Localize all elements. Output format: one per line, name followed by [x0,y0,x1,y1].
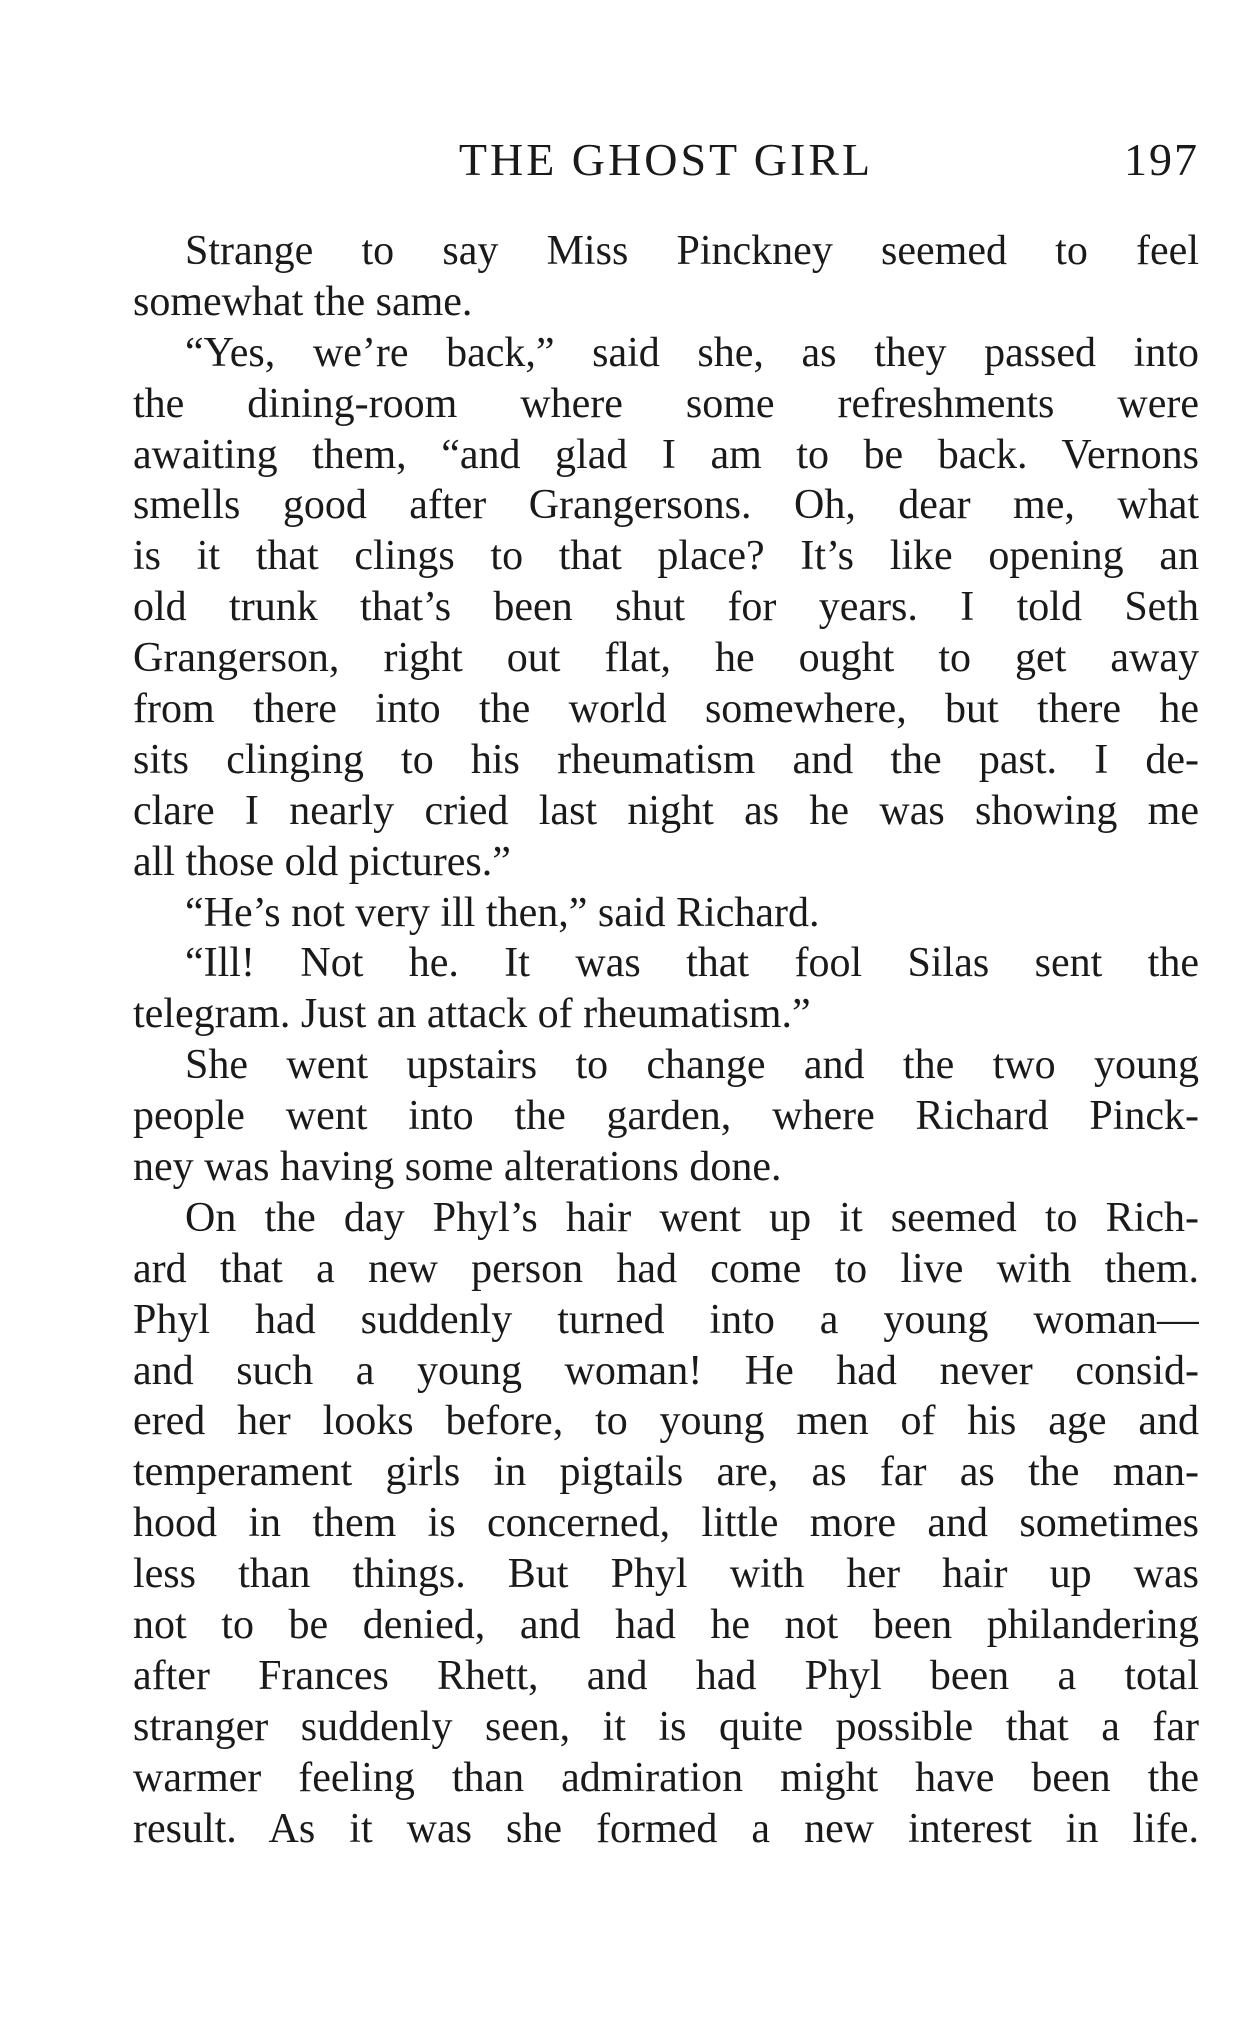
text-line: ered her looks before, to young men of his age and [133,1398,1199,1445]
text-line: She went upstairs to change and the two young [185,1042,1199,1089]
text-line: awaiting them, “and glad I am to be back. Vernons [133,431,1199,478]
text-line: people went into the garden, where Richard Pinck- [133,1093,1199,1140]
text-line: Grangerson, right out flat, he ought to get away [133,635,1199,682]
text-line: hood in them is concerned, little more and sometimes [133,1500,1199,1547]
text-line: “He’s not very ill then,” said Richard. [185,889,820,936]
text-line: Strange to say Miss Pinckney seemed to feel [185,228,1199,274]
text-line: after Frances Rhett, and had Phyl been a total [133,1652,1199,1699]
text-line: temperament girls in pigtails are, as far as the man- [133,1449,1199,1496]
text-line: telegram. Just an attack of rheumatism.” [133,991,811,1038]
text-line: from there into the world somewhere, but there he [133,686,1199,733]
body-text [133,226,1199,1855]
text-line: “Yes, we’re back,” said she, as they passed into [185,329,1199,376]
page-number: 197 [1124,134,1199,185]
text-line: smells good after Grangersons. Oh, dear me, what [133,482,1199,529]
running-title: THE GHOST GIRL [458,134,874,185]
text-line: not to be denied, and had he not been philandering [133,1602,1199,1649]
text-line: ard that a new person had come to live with them. [133,1245,1199,1292]
running-head [133,130,1199,190]
text-line: somewhat the same. [133,278,473,325]
text-line: and such a young woman! He had never consid- [133,1347,1199,1394]
text-line: old trunk that’s been shut for years. I told Seth [133,584,1199,631]
text-line: “Ill! Not he. It was that fool Silas sent the [185,940,1199,987]
text-line: sits clinging to his rheumatism and the past. I de- [133,736,1199,783]
text-line: clare I nearly cried last night as he was showing me [133,787,1199,834]
text-line: the dining-room where some refreshments were [133,380,1199,427]
text-line: ney was having some alterations done. [133,1144,782,1191]
text-line: Phyl had suddenly turned into a young woman— [133,1296,1199,1343]
text-line: less than things. But Phyl with her hair up was [133,1551,1199,1598]
text-line: is it that clings to that place? It’s like opening an [133,533,1199,580]
text-line: all those old pictures.” [133,838,511,885]
text-line: result. As it was she formed a new interest in life. [133,1805,1199,1852]
text-line: warmer feeling than admiration might have been the [133,1754,1199,1801]
text-line: On the day Phyl’s hair went up it seemed to Rich- [185,1194,1199,1241]
text-line: stranger suddenly seen, it is quite possible that a far [133,1703,1199,1750]
